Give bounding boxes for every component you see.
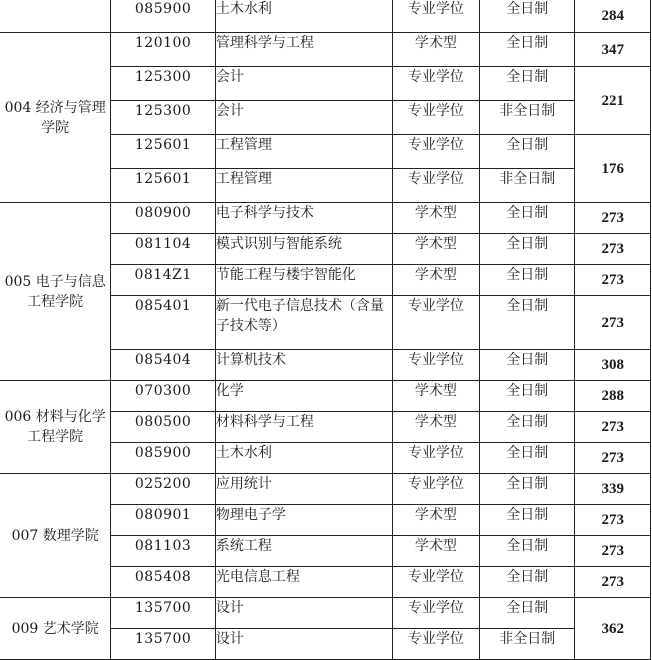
study-mode: 全日制 [480,33,575,67]
major-name: 物理电子学 [215,505,392,536]
department-cell: 006 材料与化学工程学院 [0,381,111,474]
degree-type: 学术型 [392,505,479,536]
major-code: 125300 [111,101,216,135]
degree-type: 专业学位 [392,443,479,474]
major-name: 电子科学与技术 [215,203,392,234]
score-cell: 273 [575,567,651,598]
major-name: 节能工程与楼宇智能化 [215,265,392,296]
study-mode: 全日制 [480,265,575,296]
score-cell: 339 [575,474,651,505]
study-mode: 非全日制 [480,629,575,660]
major-code: 085404 [111,350,216,381]
table-row [0,203,651,234]
study-mode: 全日制 [480,381,575,412]
study-mode: 全日制 [480,203,575,234]
study-mode: 全日制 [480,443,575,474]
major-code: 125601 [111,135,216,169]
degree-type: 学术型 [392,33,479,67]
table-row [0,381,651,412]
score-cell: 273 [575,505,651,536]
study-mode: 全日制 [480,350,575,381]
score-cell: 273 [575,296,651,350]
major-name: 应用统计 [215,474,392,505]
major-code: 125300 [111,67,216,101]
degree-type: 专业学位 [392,0,479,33]
major-name: 模式识别与智能系统 [215,234,392,265]
degree-type: 学术型 [392,203,479,234]
major-name: 材料科学与工程 [215,412,392,443]
score-cell: 347 [575,33,651,67]
major-code: 085408 [111,567,216,598]
degree-type: 学术型 [392,381,479,412]
major-code: 025200 [111,474,216,505]
major-code: 120100 [111,33,216,67]
study-mode: 全日制 [480,505,575,536]
score-cell: 221 [575,67,651,135]
degree-type: 专业学位 [392,567,479,598]
major-code: 085401 [111,296,216,350]
major-name: 光电信息工程 [215,567,392,598]
major-code: 070300 [111,381,216,412]
major-name: 工程管理 [215,135,392,169]
score-cell: 273 [575,265,651,296]
major-name: 设计 [215,629,392,660]
degree-type: 专业学位 [392,350,479,381]
major-code: 080900 [111,203,216,234]
major-code: 125601 [111,169,216,203]
study-mode: 全日制 [480,234,575,265]
major-code: 080901 [111,505,216,536]
study-mode: 非全日制 [480,101,575,135]
study-mode: 全日制 [480,598,575,629]
score-cell: 176 [575,135,651,203]
department-cell: 005 电子与信息工程学院 [0,203,111,381]
major-code: 081104 [111,234,216,265]
degree-type: 学术型 [392,536,479,567]
score-cell: 308 [575,350,651,381]
study-mode: 全日制 [480,135,575,169]
degree-type: 专业学位 [392,135,479,169]
score-cell: 362 [575,598,651,660]
major-code: 085900 [111,0,216,33]
major-code: 0814Z1 [111,265,216,296]
major-code: 085900 [111,443,216,474]
table-row [0,33,651,67]
department-cell: 009 艺术学院 [0,598,111,660]
score-cell: 273 [575,412,651,443]
study-mode: 全日制 [480,296,575,350]
degree-type: 学术型 [392,234,479,265]
major-name: 新一代电子信息技术（含量子技术等） [215,296,392,350]
study-mode: 全日制 [480,67,575,101]
major-name: 工程管理 [215,169,392,203]
table-row [0,474,651,505]
degree-type: 专业学位 [392,474,479,505]
major-name: 会计 [215,67,392,101]
study-mode: 全日制 [480,474,575,505]
score-cell: 288 [575,381,651,412]
department-cell: 007 数理学院 [0,474,111,598]
degree-type: 学术型 [392,265,479,296]
major-code: 080500 [111,412,216,443]
degree-type: 专业学位 [392,598,479,629]
degree-type: 学术型 [392,412,479,443]
major-name: 化学 [215,381,392,412]
score-cell: 273 [575,234,651,265]
major-code: 081103 [111,536,216,567]
table-row [0,0,651,33]
study-mode: 非全日制 [480,169,575,203]
major-code: 135700 [111,629,216,660]
major-name: 计算机技术 [215,350,392,381]
degree-type: 专业学位 [392,296,479,350]
department-cell: 004 经济与管理学院 [0,33,111,203]
major-name: 系统工程 [215,536,392,567]
department-cell [0,0,111,33]
degree-type: 专业学位 [392,169,479,203]
degree-type: 专业学位 [392,629,479,660]
major-name: 会计 [215,101,392,135]
score-cell: 273 [575,536,651,567]
major-code: 135700 [111,598,216,629]
table-row [0,598,651,629]
score-cell: 273 [575,443,651,474]
major-name: 设计 [215,598,392,629]
study-mode: 全日制 [480,412,575,443]
study-mode: 全日制 [480,0,575,33]
degree-type: 专业学位 [392,67,479,101]
degree-type: 专业学位 [392,101,479,135]
major-name: 管理科学与工程 [215,33,392,67]
study-mode: 全日制 [480,567,575,598]
major-name: 土木水利 [215,0,392,33]
score-cell: 284 [575,0,651,33]
study-mode: 全日制 [480,536,575,567]
major-name: 土木水利 [215,443,392,474]
score-cell: 273 [575,203,651,234]
